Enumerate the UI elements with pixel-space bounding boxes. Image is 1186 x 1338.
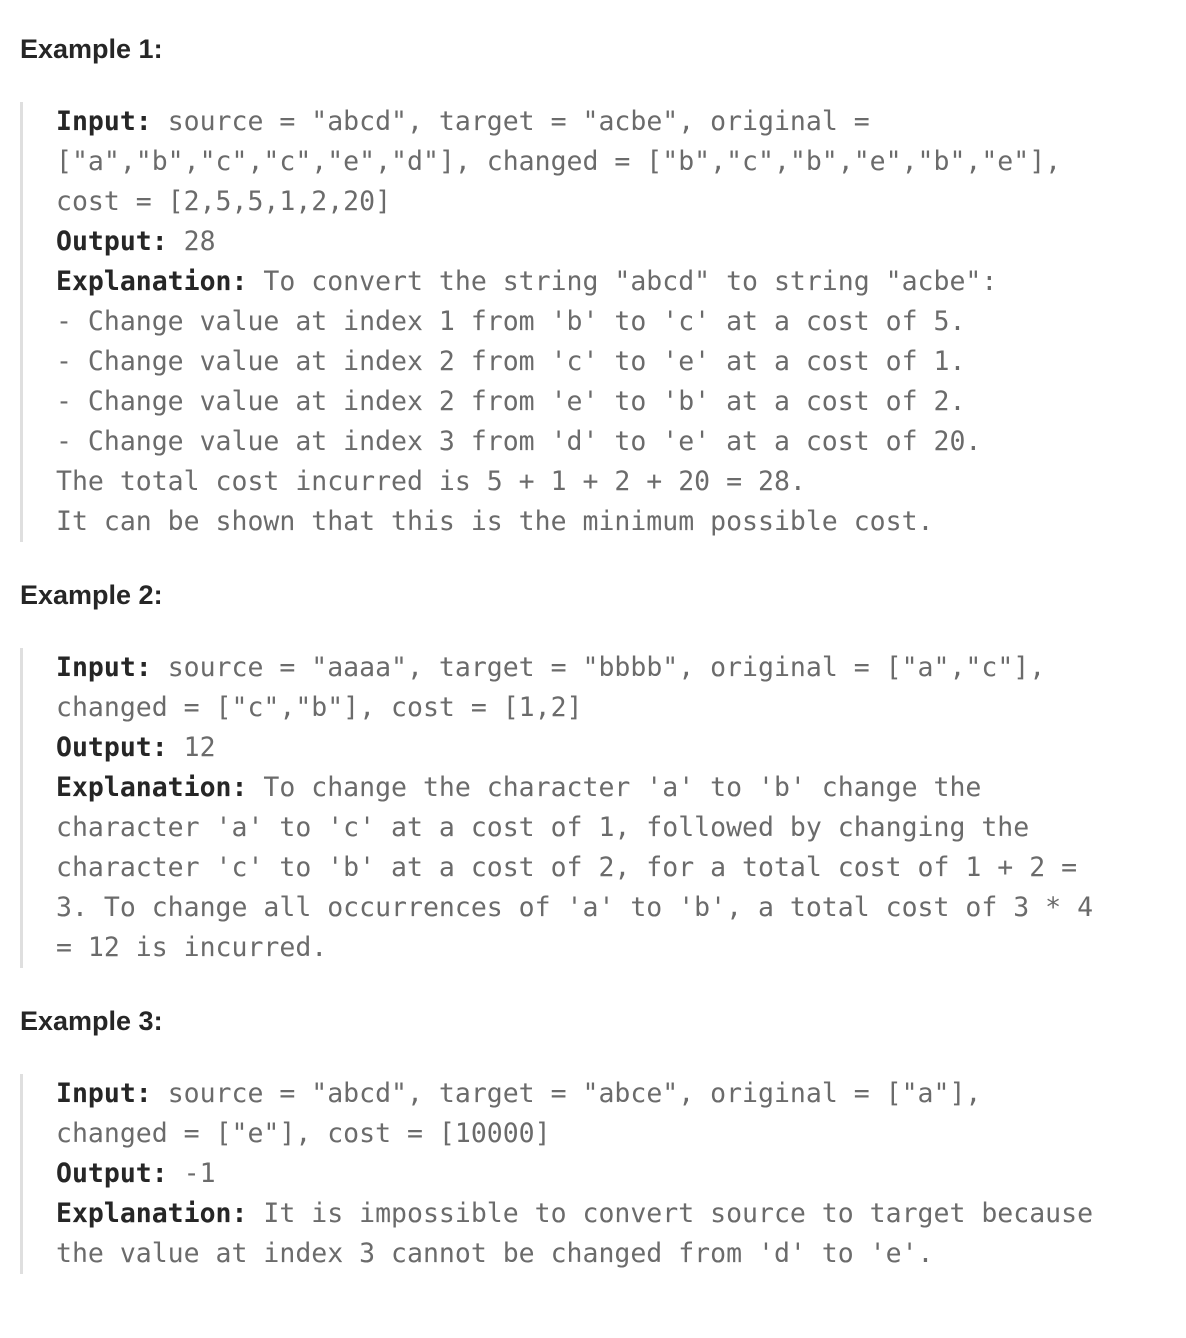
output-value: -1: [167, 1158, 216, 1189]
example-3-explanation-line: [56, 1194, 1093, 1234]
output-value: 28: [167, 226, 216, 257]
example-3-input-line: changed = ["e"], cost = [10000]: [56, 1118, 551, 1149]
input-text: source = "abcd", target = "acbe", original =: [151, 106, 870, 137]
explanation-text: To change the character 'a' to 'b' change the: [247, 772, 982, 803]
example-2-explanation-line: character 'c' to 'b' at a cost of 2, for a total cost of 1 + 2 =: [56, 852, 1078, 883]
example-2-input-line: [56, 648, 1093, 688]
example-2-title: Example 2:: [20, 580, 163, 610]
example-2-explanation-line: [56, 768, 1093, 808]
output-label: Output:: [56, 732, 168, 763]
output-label: Output:: [56, 1158, 168, 1189]
example-2-block: [20, 648, 1093, 968]
example-1-input-line: cost = [2,5,5,1,2,20]: [56, 186, 392, 217]
example-1-title: Example 1:: [20, 34, 163, 64]
example-3-explanation-line: the value at index 3 cannot be changed from 'd' to 'e'.: [56, 1238, 934, 1269]
example-1-explanation-line: - Change value at index 2 from 'e' to 'b' at a cost of 2.: [56, 386, 966, 417]
input-label: Input:: [56, 1078, 152, 1109]
example-1-explanation-line: It can be shown that this is the minimum possible cost.: [56, 506, 934, 537]
input-text: source = "abcd", target = "abce", original = ["a"],: [151, 1078, 982, 1109]
example-1-input-line: ["a","b","c","c","e","d"], changed = ["b","c","b","e","b","e"],: [56, 146, 1062, 177]
example-3-title: Example 3:: [20, 1006, 163, 1036]
example-1-output-line: [56, 222, 1061, 262]
input-label: Input:: [56, 106, 152, 137]
example-1-explanation-line: - Change value at index 3 from 'd' to 'e' at a cost of 20.: [56, 426, 982, 457]
explanation-text: To convert the string "abcd" to string "acbe":: [247, 266, 998, 297]
example-3-input-line: [56, 1074, 1093, 1114]
explanation-text: It is impossible to convert source to target because: [247, 1198, 1094, 1229]
example-2-input-line: changed = ["c","b"], cost = [1,2]: [56, 692, 583, 723]
explanation-label: Explanation:: [56, 772, 248, 803]
example-2-output-line: [56, 728, 1093, 768]
example-1-explanation-line: - Change value at index 1 from 'b' to 'c' at a cost of 5.: [56, 306, 966, 337]
input-text: source = "aaaa", target = "bbbb", original = ["a","c"],: [151, 652, 1046, 683]
example-2-explanation-line: character 'a' to 'c' at a cost of 1, followed by changing the: [56, 812, 1030, 843]
example-2-explanation-line: 3. To change all occurrences of 'a' to 'b', a total cost of 3 * 4: [56, 892, 1094, 923]
input-label: Input:: [56, 652, 152, 683]
output-label: Output:: [56, 226, 168, 257]
example-1-explanation-line: [56, 262, 1061, 302]
example-1-input-line: [56, 102, 1061, 142]
explanation-label: Explanation:: [56, 1198, 248, 1229]
example-3-block: [20, 1074, 1093, 1274]
explanation-label: Explanation:: [56, 266, 248, 297]
example-2-explanation-line: = 12 is incurred.: [56, 932, 328, 963]
example-3-output-line: [56, 1154, 1093, 1194]
example-1-block: [20, 102, 1061, 542]
example-1-explanation-line: - Change value at index 2 from 'c' to 'e' at a cost of 1.: [56, 346, 966, 377]
example-1-explanation-line: The total cost incurred is 5 + 1 + 2 + 20 = 28.: [56, 466, 806, 497]
output-value: 12: [167, 732, 216, 763]
